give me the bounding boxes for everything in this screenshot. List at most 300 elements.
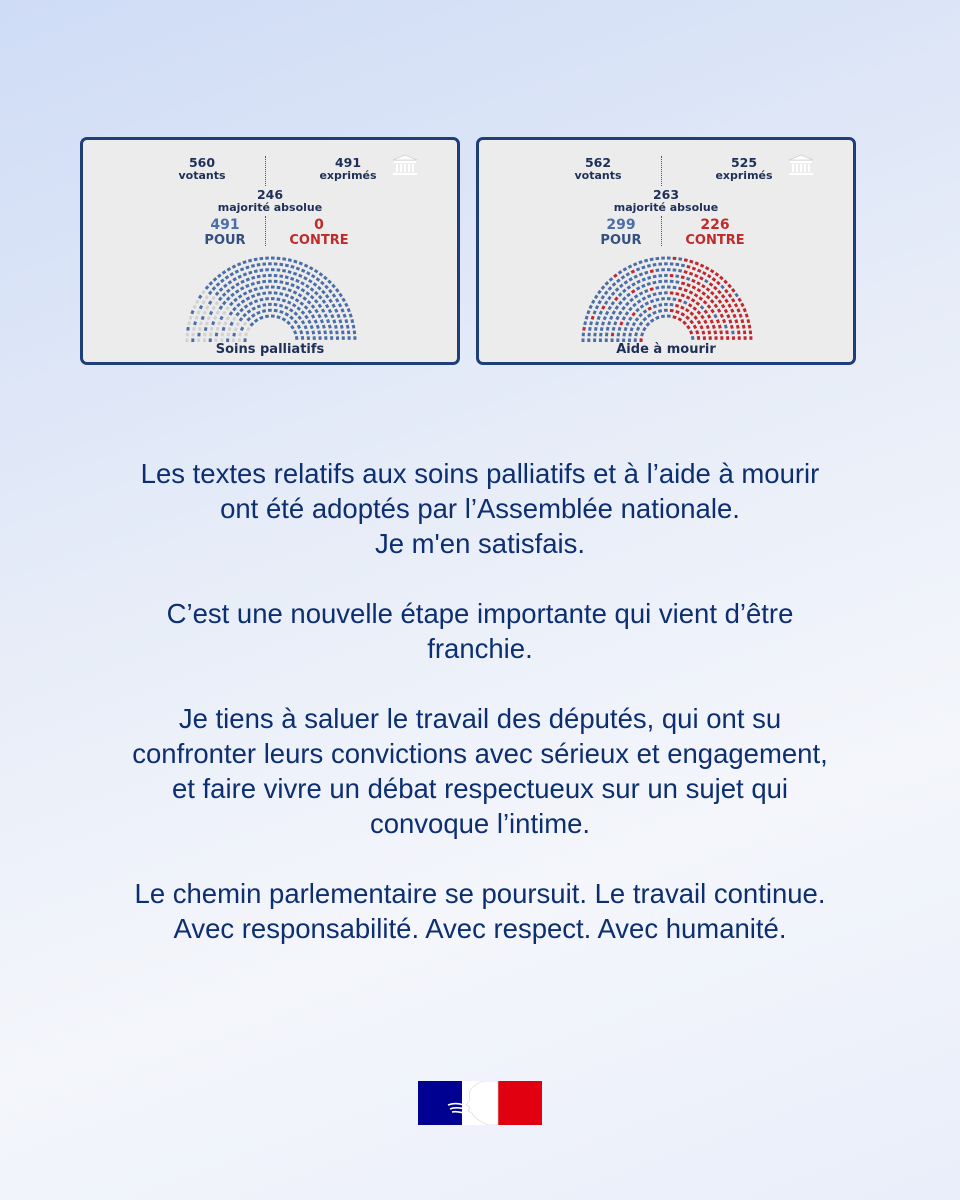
seat-mark <box>285 295 288 296</box>
seat-mark <box>230 273 233 275</box>
statement-line: C’est une nouvelle étape importante qui vient d’être <box>166 598 794 629</box>
seat-mark <box>619 327 620 330</box>
seat-mark <box>307 272 310 274</box>
seat-mark <box>252 277 255 278</box>
seat-mark <box>722 305 724 308</box>
seat-mark <box>341 325 342 328</box>
seat-mark <box>670 310 674 311</box>
statement-line: et faire vivre un débat respectueux sur un sujet qui <box>171 773 789 804</box>
seat-mark <box>246 333 247 336</box>
pour-count: 299 <box>606 217 636 233</box>
seat-mark <box>744 309 745 312</box>
seat-mark <box>329 290 331 293</box>
seat-mark <box>626 273 629 275</box>
seat-mark <box>641 306 644 308</box>
seat-mark <box>602 296 604 299</box>
seat-mark <box>194 305 195 308</box>
seat-mark <box>697 283 700 285</box>
seat-mark <box>629 308 631 311</box>
seat-mark <box>305 306 307 309</box>
seat-mark <box>588 311 589 314</box>
seat-mark <box>740 314 741 317</box>
seat-mark <box>282 270 285 271</box>
seat-mark <box>698 321 700 324</box>
seat-mark <box>209 301 211 304</box>
seat-mark <box>658 311 662 312</box>
seat-mark <box>315 292 318 294</box>
contre-count: 226 <box>700 217 730 233</box>
seat-mark <box>586 316 587 319</box>
seat-mark <box>322 309 324 312</box>
seat-mark <box>315 300 317 303</box>
seat-mark <box>190 316 191 319</box>
seat-mark <box>224 285 227 287</box>
votants-count: 560 <box>188 155 216 170</box>
seat-mark <box>704 301 707 303</box>
votants <box>137 156 267 182</box>
seat-mark <box>711 320 712 323</box>
seat-mark <box>609 307 611 310</box>
seat-mark <box>728 285 730 288</box>
seat-mark <box>642 298 645 300</box>
seat-mark <box>226 276 229 278</box>
seat-mark <box>350 314 351 317</box>
seat-mark <box>299 275 302 276</box>
majorite <box>479 188 853 214</box>
votants <box>533 156 663 182</box>
seat-mark <box>653 312 656 313</box>
seat-mark <box>282 288 285 289</box>
seat-mark <box>616 306 618 309</box>
seat-mark <box>223 271 226 273</box>
seat-mark <box>707 325 708 328</box>
seat-mark <box>702 285 705 287</box>
seat-mark <box>613 311 615 314</box>
seat-mark <box>650 259 654 260</box>
seat-mark <box>647 266 650 267</box>
seat-mark <box>227 268 230 270</box>
seat-mark <box>733 331 734 334</box>
seat-mark <box>639 274 642 275</box>
seat-mark <box>627 286 630 288</box>
statement-line: convoque l’intime. <box>369 808 591 839</box>
seat-mark <box>673 299 676 300</box>
seat-mark <box>233 308 235 311</box>
seat-mark <box>210 282 212 285</box>
seat-mark <box>328 281 331 283</box>
seat-mark <box>294 331 295 334</box>
seat-mark <box>223 311 225 314</box>
seat-mark <box>206 286 208 289</box>
seat-mark <box>321 320 322 323</box>
seat-mark <box>200 306 202 309</box>
seat-mark <box>206 296 208 299</box>
seat-mark <box>686 297 689 299</box>
seat-mark <box>333 304 335 307</box>
seat-mark <box>645 290 648 291</box>
seat-mark <box>701 306 703 309</box>
seat-mark <box>338 314 339 317</box>
seat-mark <box>324 277 327 279</box>
seat-mark <box>678 300 681 301</box>
seat-mark <box>623 307 625 310</box>
seat-mark <box>627 322 628 325</box>
seat-mark <box>629 279 632 281</box>
seat-mark <box>618 333 619 337</box>
seat-mark <box>312 305 314 308</box>
seat-mark <box>684 302 687 303</box>
seat-mark <box>695 316 697 319</box>
seat-mark <box>707 288 710 290</box>
seat-mark <box>690 313 693 315</box>
seat-mark <box>610 278 613 280</box>
seat-mark <box>605 291 607 294</box>
seat-mark <box>333 294 335 297</box>
seat-mark <box>196 316 197 319</box>
seat-mark <box>230 312 232 315</box>
seat-mark <box>599 301 601 304</box>
seat-mark <box>252 296 255 297</box>
seat-mark <box>594 311 595 314</box>
seat-mark <box>653 276 656 277</box>
seat-mark <box>233 317 235 320</box>
seat-mark <box>244 322 246 325</box>
seat-mark <box>698 311 700 314</box>
seat-mark <box>306 292 309 294</box>
seat-mark <box>243 262 246 263</box>
seat-mark <box>719 300 721 303</box>
seat-mark <box>717 282 720 284</box>
vote-card-soins-palliatifs <box>80 137 460 365</box>
seat-mark <box>707 296 710 298</box>
seat-mark <box>295 321 297 324</box>
seat-mark <box>257 265 260 266</box>
seat-mark <box>288 302 291 303</box>
seat-mark <box>217 327 218 330</box>
seat-mark <box>624 333 625 336</box>
seat-mark <box>609 287 611 290</box>
seat-mark <box>592 316 593 319</box>
seat-mark <box>681 307 684 308</box>
seat-mark <box>723 319 724 322</box>
seat-mark <box>221 280 224 282</box>
seat-mark <box>249 272 252 273</box>
seat-mark <box>227 317 229 320</box>
seat-mark <box>687 278 690 279</box>
seat-mark <box>690 261 693 262</box>
seat-mark <box>681 314 684 316</box>
contre <box>655 218 775 248</box>
seat-mark <box>213 321 214 324</box>
majorite-label: majorité absolue <box>613 201 719 214</box>
seat-mark <box>715 296 717 299</box>
seat-mark <box>623 298 626 301</box>
seat-mark <box>310 267 313 269</box>
seat-mark <box>260 317 263 318</box>
seat-mark <box>621 322 622 325</box>
seat-mark <box>195 322 196 325</box>
seat-mark <box>623 268 626 270</box>
seat-mark <box>257 294 260 295</box>
seat-mark <box>319 296 321 299</box>
seat-mark <box>348 309 349 312</box>
seat-mark <box>245 306 248 308</box>
seat-mark <box>343 298 345 301</box>
seat-mark <box>714 287 717 289</box>
seat-mark <box>701 316 703 319</box>
seat-mark <box>282 300 285 301</box>
seat-mark <box>708 275 711 277</box>
seat-mark <box>638 301 641 303</box>
majorite <box>83 188 457 214</box>
seat-mark <box>206 306 208 309</box>
seat-mark <box>285 314 288 316</box>
seat-mark <box>724 281 727 283</box>
seat-mark <box>239 296 242 298</box>
statement-line: Le chemin parlementaire se poursuit. Le travail continue. <box>134 878 826 909</box>
seat-mark <box>242 301 245 303</box>
seat-mark <box>318 287 321 289</box>
seat-mark <box>296 287 299 289</box>
seat-mark <box>313 331 314 334</box>
seat-mark <box>713 325 714 328</box>
seat-mark <box>296 268 299 269</box>
seat-mark <box>317 325 318 328</box>
seat-mark <box>238 276 241 278</box>
seat-mark <box>619 302 621 305</box>
seat-mark <box>732 309 734 312</box>
seat-mark <box>683 322 686 324</box>
seat-mark <box>335 325 336 328</box>
seat-mark <box>737 325 738 328</box>
seat-mark <box>615 297 617 300</box>
seat-mark <box>604 317 605 320</box>
seat-mark <box>260 288 264 289</box>
exprimes-label: exprimés <box>715 169 773 182</box>
seat-mark <box>640 293 643 295</box>
seat-mark <box>596 306 598 309</box>
seat-mark <box>227 290 230 292</box>
seat-mark <box>202 316 203 319</box>
seat-mark <box>225 322 226 325</box>
seat-mark <box>204 311 205 314</box>
majorite-label: majorité absolue <box>217 201 323 214</box>
seat-mark <box>302 321 304 324</box>
seat-mark <box>223 293 225 295</box>
seat-mark <box>628 266 631 268</box>
seat-mark <box>603 322 604 325</box>
seat-mark <box>246 298 249 300</box>
seat-mark <box>691 321 693 324</box>
seat-mark <box>322 291 324 294</box>
divider <box>661 156 662 186</box>
seat-mark <box>299 263 302 264</box>
seat-mark <box>305 326 306 329</box>
seat-mark <box>227 307 229 310</box>
seat-mark <box>650 289 653 290</box>
seat-mark <box>731 325 732 328</box>
seat-mark <box>631 328 632 331</box>
seat-mark <box>742 319 743 322</box>
seat-mark <box>257 282 261 283</box>
seat-mark <box>248 318 251 321</box>
seat-mark <box>199 327 200 330</box>
seat-mark <box>280 311 283 312</box>
seat-mark <box>279 305 282 306</box>
seat-mark <box>711 300 713 303</box>
seat-mark <box>673 317 676 318</box>
pour-label: POUR <box>600 233 642 248</box>
seat-mark <box>681 265 684 266</box>
seat-mark <box>196 300 198 303</box>
seat-mark <box>240 333 241 337</box>
seat-mark <box>319 315 321 318</box>
seat-mark <box>317 278 320 280</box>
seat-mark <box>198 311 199 314</box>
seat-mark <box>332 315 333 318</box>
seat-mark <box>234 333 235 336</box>
seat-mark <box>711 270 714 272</box>
seat-mark <box>617 316 619 319</box>
seat-mark <box>687 285 690 286</box>
seat-mark <box>260 299 263 300</box>
seat-mark <box>231 286 234 288</box>
seat-mark <box>647 323 649 326</box>
seat-mark <box>732 289 734 292</box>
seat-mark <box>697 289 700 291</box>
marianne-flag-logo <box>418 1081 542 1125</box>
seat-mark <box>648 308 651 310</box>
seat-mark <box>619 293 621 295</box>
seat-mark <box>684 260 687 261</box>
seat-mark <box>640 322 642 325</box>
seat-mark <box>202 291 204 294</box>
seat-mark <box>329 310 331 313</box>
seat-mark <box>241 288 244 290</box>
seat-mark <box>216 302 218 305</box>
seat-mark <box>705 310 707 313</box>
seat-mark <box>277 317 280 318</box>
seat-mark <box>592 300 594 303</box>
seat-mark <box>681 295 684 296</box>
seat-mark <box>299 316 301 319</box>
seat-mark <box>713 278 716 280</box>
seat-mark <box>736 320 737 323</box>
seat-mark <box>353 325 354 329</box>
seat-mark <box>659 305 662 306</box>
statement-line: Je tiens à saluer le travail des députés, qui ont su <box>178 703 782 734</box>
seat-mark <box>692 268 695 269</box>
seat-mark <box>293 292 296 294</box>
seat-mark <box>323 325 324 328</box>
seat-mark <box>614 275 617 277</box>
seat-mark <box>715 304 717 307</box>
seat-mark <box>246 285 249 286</box>
seat-mark <box>326 305 328 308</box>
seat-mark <box>301 289 304 291</box>
seat-mark <box>721 314 723 317</box>
seat-mark <box>653 282 657 283</box>
seat-mark <box>612 292 614 295</box>
statement-line: Je m'en satisfais. <box>374 528 586 559</box>
seat-mark <box>706 267 709 269</box>
seat-mark <box>637 288 640 290</box>
seat-mark <box>282 319 285 321</box>
seat-mark <box>330 299 332 302</box>
seat-mark <box>597 322 598 325</box>
seat-mark <box>235 328 236 331</box>
seat-mark <box>304 277 307 279</box>
seat-mark <box>613 283 616 285</box>
seat-mark <box>678 259 682 260</box>
seat-mark <box>642 279 645 280</box>
vote-card-aide-a-mourir <box>476 137 856 365</box>
vote-caption: Aide à mourir <box>616 342 716 357</box>
seat-mark <box>585 321 586 324</box>
seat-mark <box>219 297 221 300</box>
seat-mark <box>702 292 705 294</box>
seat-mark <box>248 260 251 261</box>
seat-mark <box>277 299 280 300</box>
seat-mark <box>631 271 634 273</box>
seat-mark <box>648 277 651 278</box>
seat-mark <box>340 320 341 323</box>
seat-mark <box>732 299 734 302</box>
seat-mark <box>280 282 284 283</box>
seat-mark <box>214 278 217 280</box>
statement-text <box>0 456 960 946</box>
seat-mark <box>251 266 254 267</box>
seat-mark <box>746 314 747 317</box>
seat-mark <box>615 322 616 325</box>
seat-mark <box>252 315 255 317</box>
seat-mark <box>630 299 633 301</box>
seat-mark <box>201 322 202 325</box>
seat-mark <box>739 298 741 301</box>
seat-mark <box>309 280 312 282</box>
seat-mark <box>207 322 208 325</box>
seat-mark <box>725 290 727 293</box>
seat-mark <box>602 306 604 309</box>
seat-mark <box>228 281 231 283</box>
seat-mark <box>687 326 689 329</box>
seat-mark <box>288 290 291 291</box>
seat-mark <box>209 291 211 294</box>
seat-mark <box>676 311 679 312</box>
seat-mark <box>636 318 638 321</box>
seat-mark <box>241 327 243 330</box>
seat-mark <box>606 282 608 285</box>
seat-mark <box>626 303 628 306</box>
seat-mark <box>695 275 698 276</box>
seat-mark <box>311 325 312 328</box>
seat-mark <box>699 298 702 300</box>
seat-mark <box>263 305 266 306</box>
seat-mark <box>319 304 321 307</box>
seat-mark <box>282 259 286 260</box>
seat-mark <box>653 306 656 307</box>
seat-mark <box>301 283 304 285</box>
seat-mark <box>221 316 223 319</box>
seat-mark <box>291 326 293 329</box>
seat-mark <box>697 331 698 334</box>
seat-mark <box>695 294 698 296</box>
seat-mark <box>642 333 643 336</box>
seat-mark <box>229 327 230 330</box>
seat-mark <box>715 273 718 275</box>
statement-line: confronter leurs convictions avec sérieux et engagement, <box>132 738 828 769</box>
hemicycle-chart <box>181 256 361 342</box>
